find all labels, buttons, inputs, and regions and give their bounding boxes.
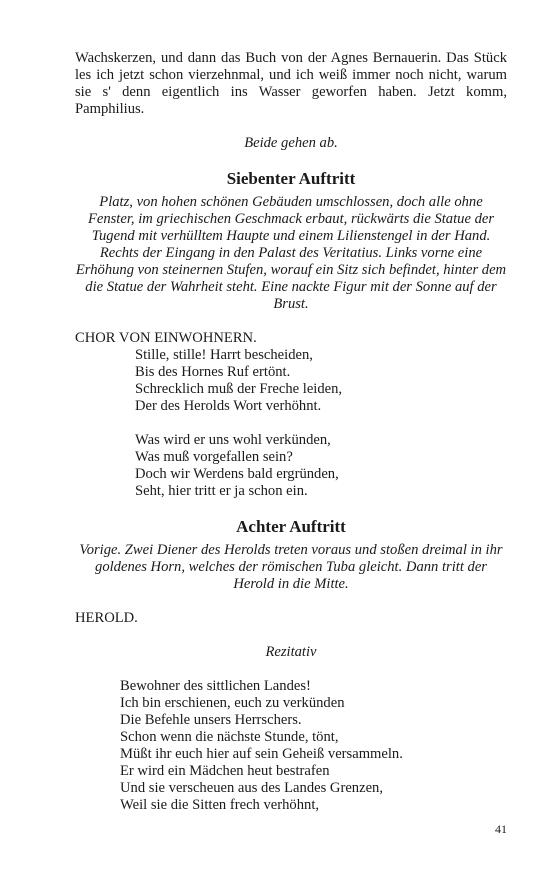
speaker-chorus: CHOR VON EINWOHNERN. [75,330,257,346]
page-number: 41 [495,822,507,836]
verse-line: Was wird er uns wohl verkünden, [135,432,331,448]
verse-line: Weil sie die Sitten frech verhöhnt, [120,797,320,813]
chorus-stanza-1 [75,347,507,415]
herald-recitative [75,678,507,814]
scene-8-stage-direction: Vorige. Zwei Diener des Herolds treten voraus und stoßen dreimal in ihr goldenes Horn, welches der römischen Tuba gleicht. Dann tritt der Herold in die Mitte. [79,542,503,592]
verse-line: Schon wenn die nächste Stunde, tönt, [120,729,339,745]
scene-heading-8: Achter Auftritt [236,517,346,536]
recitative-label: Rezitativ [265,644,317,660]
verse-line: Müßt ihr euch hier auf sein Geheiß versammeln. [120,746,403,762]
exit-stage-direction: Beide gehen ab. [244,135,338,151]
speaker-herald: HEROLD. [75,610,138,626]
verse-line: Bis des Hornes Ruf ertönt. [135,364,291,380]
verse-line: Schrecklich muß der Freche leiden, [135,381,343,397]
verse-line: Ich bin erschienen, euch zu verkünden [120,695,345,711]
page-body [75,50,507,814]
scene-heading-7: Siebenter Auftritt [226,169,356,188]
verse-line: Was muß vorgefallen sein? [135,449,293,465]
verse-line: Die Befehle unsers Herrschers. [120,712,302,728]
verse-line: Doch wir Werdens bald ergründen, [135,466,339,482]
verse-line: Und sie verscheuen aus des Landes Grenzen, [120,780,383,796]
verse-line: Er wird ein Mädchen heut bestrafen [120,763,330,779]
prose-paragraph: Wachskerzen, und dann das Buch von der Agnes Bernauerin. Das Stück les ich jetzt schon vierzehnmal, und ich weiß immer noch nicht, warum sie s' denn eigentlich ins Wasser geworfen haben. Jetzt komm, Pamphilius. [75,50,507,117]
scene-7-stage-direction: Platz, von hohen schönen Gebäuden umschlossen, doch alle ohne Fenster, im griechischen Geschmack erbaut, rückwärts die Statue der Tugend mit verhülltem Haupte und einem Lilienstengel in der Hand. Rechts der Eingang in den Palast des Veritatius. Links vorne eine Erhöhung von steinernen Stufen, worauf ein Sitz sich befindet, hinter dem die Statue der Wahrheit steht. Eine nackte Figur mit der Sonne auf der Brust. [75,194,507,312]
verse-line: Bewohner des sittlichen Landes! [120,678,311,694]
chorus-stanza-2 [75,432,507,500]
verse-line: Stille, stille! Harrt bescheiden, [135,347,313,363]
verse-line: Seht, hier tritt er ja schon ein. [135,483,308,499]
verse-line: Der des Herolds Wort verhöhnt. [135,398,322,414]
